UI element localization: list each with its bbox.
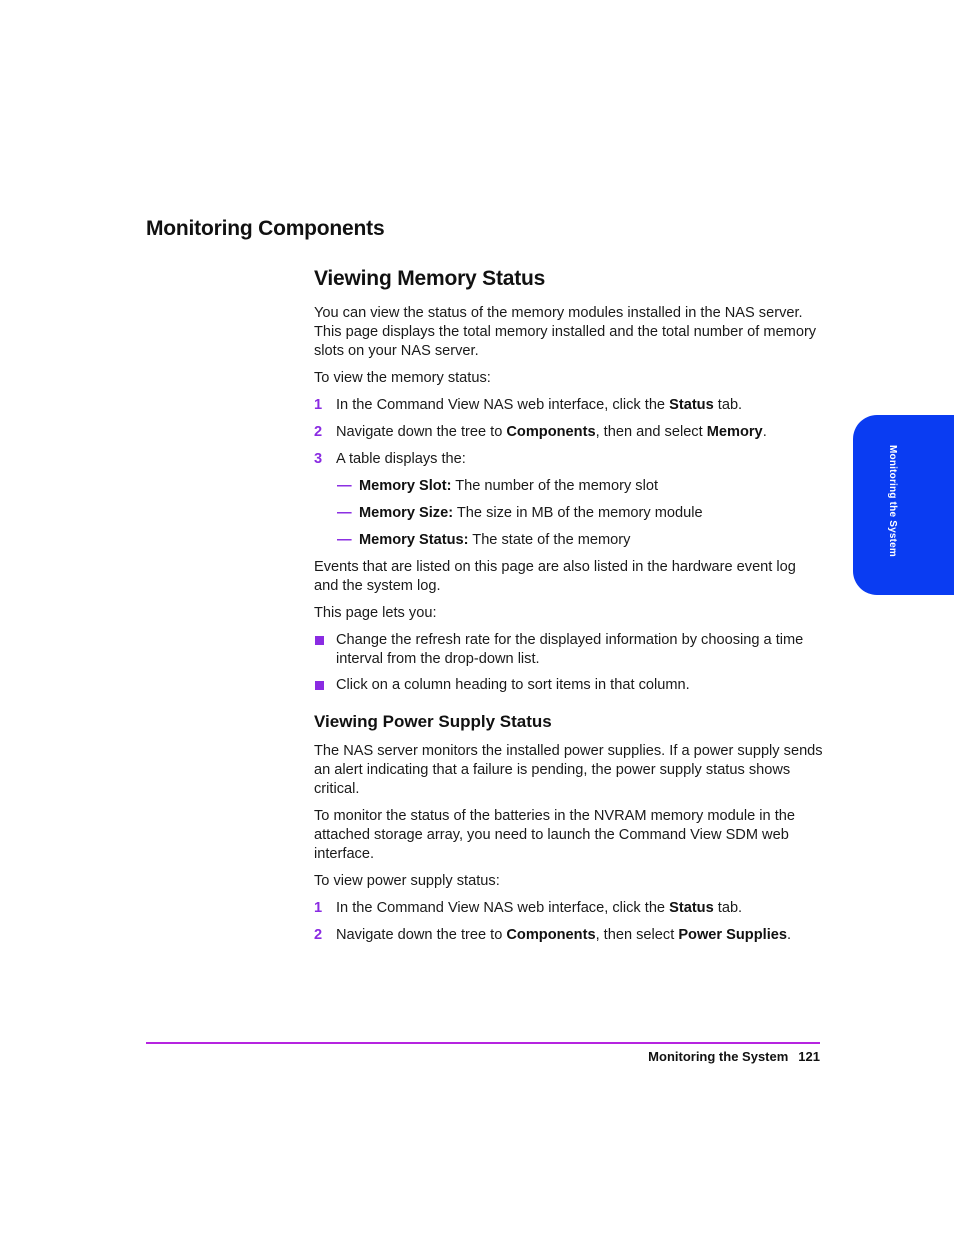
step-text: A table displays the: bbox=[336, 451, 466, 467]
column-term: Memory Slot: bbox=[359, 478, 452, 494]
memory-heading: Viewing Memory Status bbox=[314, 267, 546, 290]
memory-bullets bbox=[314, 631, 824, 695]
power-lead: To view power supply status: bbox=[314, 873, 500, 889]
column-desc: The number of the memory slot bbox=[451, 478, 659, 494]
bullet-item bbox=[314, 631, 824, 669]
square-bullet-icon bbox=[315, 681, 324, 690]
ui-term-components: Components bbox=[506, 927, 596, 943]
step-text: tab. bbox=[713, 397, 743, 413]
dash-marker: — bbox=[337, 478, 352, 494]
section-title: Monitoring Components bbox=[146, 217, 385, 240]
memory-events: Events that are listed on this page are also listed in the hardware event log and the system log. bbox=[314, 559, 796, 594]
chapter-side-tab bbox=[853, 415, 954, 595]
dash-marker: — bbox=[337, 532, 352, 548]
footer-rule bbox=[146, 1042, 820, 1044]
ui-term-status: Status bbox=[669, 397, 714, 413]
bullet-text: Change the refresh rate for the displayed information by choosing a time interval from the drop-down list. bbox=[336, 632, 804, 667]
ui-term-components: Components bbox=[506, 424, 596, 440]
power-nvram: To monitor the status of the batteries in the NVRAM memory module in the attached storage array, you need to launch the Command View SDM web interface. bbox=[314, 808, 796, 862]
step-number: 1 bbox=[314, 397, 323, 413]
square-bullet-icon bbox=[315, 636, 324, 645]
power-step-2 bbox=[314, 926, 824, 945]
column-memory-status bbox=[314, 531, 824, 550]
memory-lead: To view the memory status: bbox=[314, 370, 491, 386]
ui-term-memory: Memory bbox=[706, 424, 763, 440]
memory-step-2 bbox=[314, 423, 824, 442]
ui-term-status: Status bbox=[669, 900, 714, 916]
side-tab-label: Monitoring the System bbox=[887, 445, 898, 557]
column-memory-size bbox=[314, 504, 824, 523]
step-number: 3 bbox=[314, 451, 323, 467]
step-number: 2 bbox=[314, 927, 323, 943]
power-heading: Viewing Power Supply Status bbox=[314, 712, 552, 731]
ui-term-power-supplies: Power Supplies bbox=[678, 927, 787, 943]
page-footer bbox=[648, 1049, 820, 1064]
step-text: . bbox=[786, 927, 792, 943]
memory-step-3 bbox=[314, 450, 824, 469]
column-desc: The state of the memory bbox=[468, 532, 631, 548]
column-term: Memory Status: bbox=[359, 532, 469, 548]
memory-intro: You can view the status of the memory modules installed in the NAS server. This page displays the total memory installed and the total number of memory slots on your NAS server. bbox=[314, 305, 817, 359]
main-content bbox=[314, 264, 824, 953]
memory-steps bbox=[314, 396, 824, 469]
memory-lets-you: This page lets you: bbox=[314, 605, 437, 621]
step-text: Navigate down the tree to bbox=[336, 424, 507, 440]
step-text: . bbox=[762, 424, 767, 440]
dash-marker: — bbox=[337, 505, 352, 521]
memory-step-1 bbox=[314, 396, 824, 415]
memory-columns-list bbox=[314, 477, 824, 550]
power-intro: The NAS server monitors the installed power supplies. If a power supply sends an alert indicating that a failure is pending, the power supply status shows critical. bbox=[314, 743, 823, 797]
page-number: 121 bbox=[798, 1049, 820, 1064]
power-steps bbox=[314, 899, 824, 945]
step-text: Navigate down the tree to bbox=[336, 927, 507, 943]
step-number: 2 bbox=[314, 424, 323, 440]
bullet-item bbox=[314, 676, 824, 695]
column-desc: The size in MB of the memory module bbox=[453, 505, 703, 521]
step-text: , then select bbox=[595, 927, 679, 943]
step-text: In the Command View NAS web interface, click the bbox=[336, 397, 670, 413]
step-text: , then and select bbox=[595, 424, 707, 440]
column-memory-slot bbox=[314, 477, 824, 496]
bullet-text: Click on a column heading to sort items in that column. bbox=[336, 677, 690, 693]
power-step-1 bbox=[314, 899, 824, 918]
step-text: tab. bbox=[713, 900, 743, 916]
step-text: In the Command View NAS web interface, click the bbox=[336, 900, 670, 916]
step-number: 1 bbox=[314, 900, 323, 916]
footer-chapter: Monitoring the System bbox=[648, 1049, 789, 1064]
column-term: Memory Size: bbox=[359, 505, 454, 521]
